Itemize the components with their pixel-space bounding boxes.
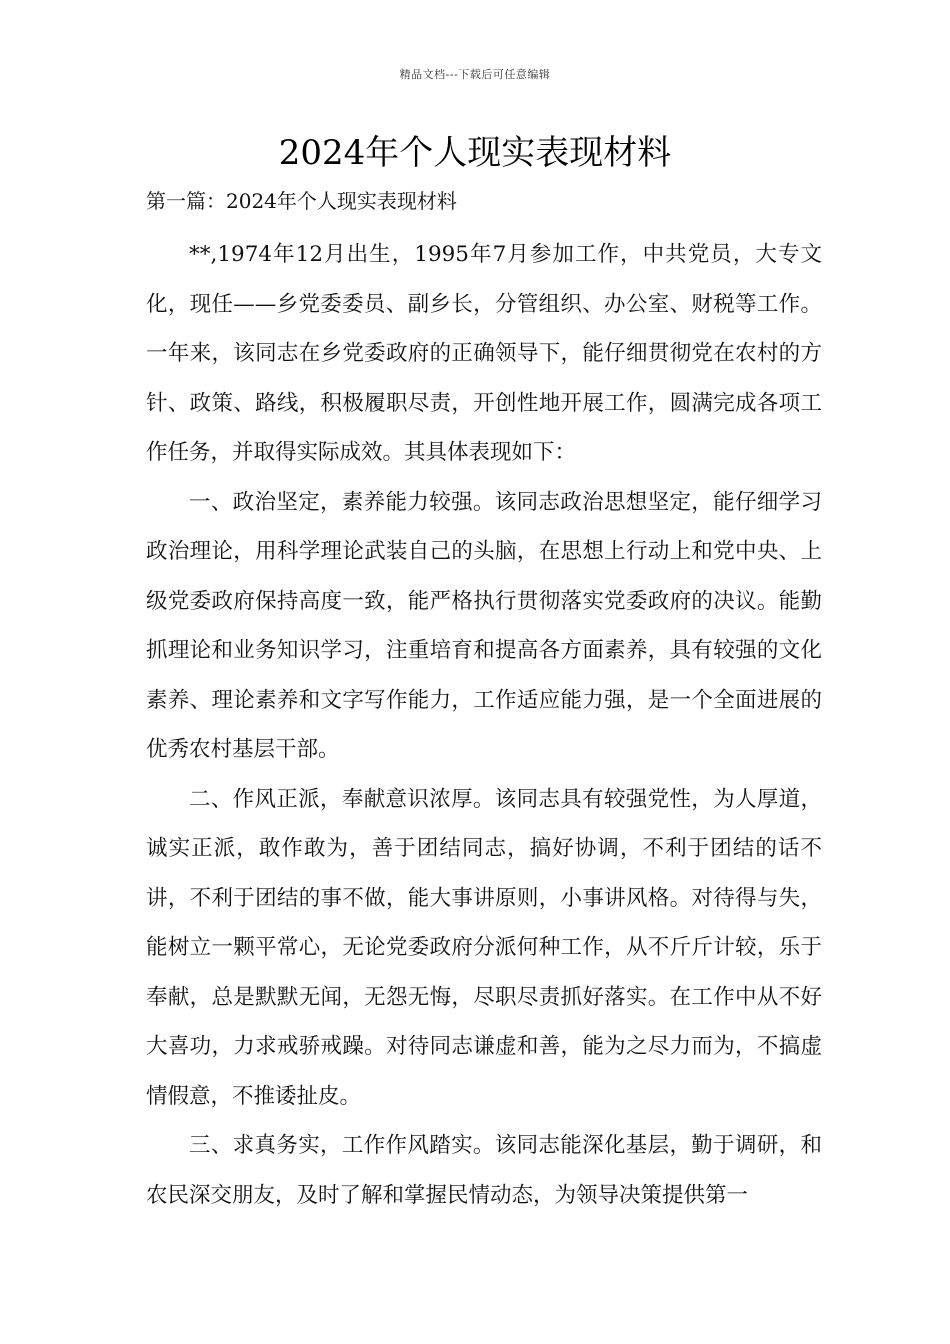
header-note: 精品文档---下载后可任意编辑 — [399, 68, 551, 81]
paragraph-political: 一、政治坚定，素养能力较强。该同志政治思想坚定，能仔细学习政治理论，用科学理论武装自己的头脑，在思想上行动上和党中央、上级党委政府保持高度一致，能严格执行贯彻落实党委政府的决议。能勤抓理论和业务知识学习，注重培育和提高各方面素养，具有较强的文化素养、理论素养和文字写作能力，工作适应能力强，是一个全面进展的优秀农村基层干部。 — [146, 489, 822, 762]
body-text — [146, 230, 822, 1220]
paragraph-pragmatic: 三、求真务实，工作作风踏实。该同志能深化基层，勤于调研，和农民深交朋友，及时了解和掌握民情动态，为领导决策提供第一 — [146, 1133, 822, 1208]
paragraph-intro: **,1974年12月出生，1995年7月参加工作，中共党员，大专文化，现任——乡党委委员、副乡长，分管组织、办公室、财税等工作。一年来，该同志在乡党委政府的正确领导下，能仔细贯彻党在农村的方针、政策、路线，积极履职尽责，开创性地开展工作，圆满完成各项工作任务，并取得实际成效。其具体表现如下： — [146, 242, 822, 465]
section-heading: 第一篇：2024年个人现实表现材料 — [146, 189, 457, 213]
document-title: 2024年个人现实表现材料 — [278, 133, 672, 173]
paragraph-work-style: 二、作风正派，奉献意识浓厚。该同志具有较强党性，为人厚道，诚实正派，敢作敢为，善于团结同志，搞好协调，不利于团结的话不讲，不利于团结的事不做，能大事讲原则，小事讲风格。对待得与失，能树立一颗平常心，无论党委政府分派何种工作，从不斤斤计较，乐于奉献，总是默默无闻，无怨无悔，尽职尽责抓好落实。在工作中从不好大喜功，力求戒骄戒躁。对待同志谦虚和善，能为之尽力而为，不搞虚情假意，不推诿扯皮。 — [146, 786, 822, 1109]
